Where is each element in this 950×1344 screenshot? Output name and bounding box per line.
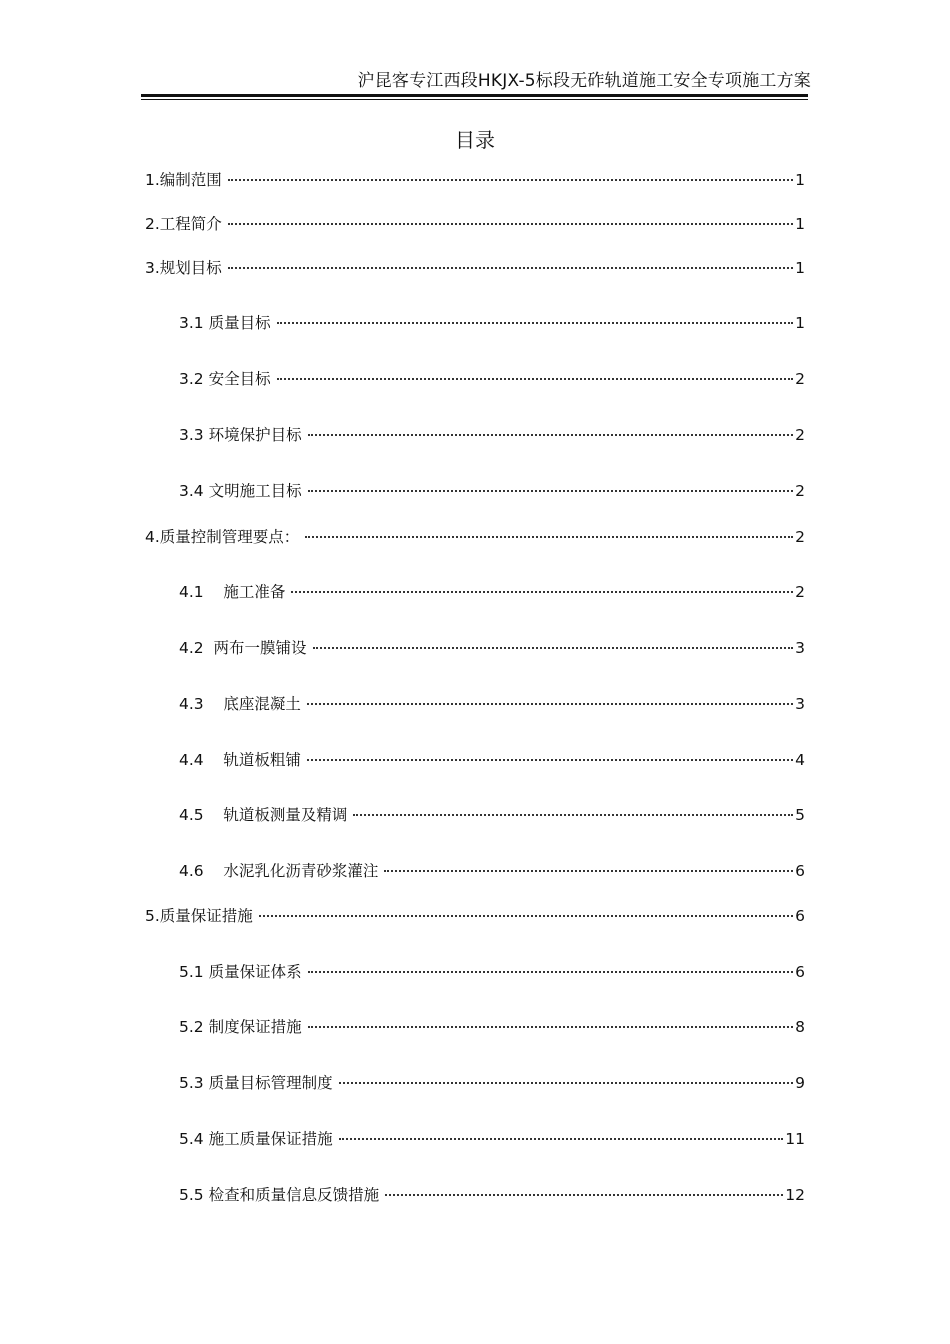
toc-entry-page: 3 bbox=[795, 695, 805, 713]
toc-entry-number: 1. bbox=[145, 171, 160, 189]
toc-entry-number: 5. bbox=[145, 907, 160, 925]
toc-entry-number: 4.4 bbox=[179, 751, 224, 769]
toc-dot-leader bbox=[277, 322, 794, 324]
toc-entry[interactable] bbox=[179, 313, 805, 333]
toc-entry-text: 文明施工目标 bbox=[208, 482, 302, 500]
toc-entry-text: 质量控制管理要点： bbox=[159, 528, 300, 546]
toc-entry-text: 质量保证措施 bbox=[159, 907, 253, 925]
toc-entry-text: 施工准备 bbox=[223, 583, 286, 601]
toc-entry-number: 5.2 bbox=[179, 1018, 209, 1036]
toc-dot-leader bbox=[228, 223, 793, 225]
toc-entry-number: 5.3 bbox=[179, 1074, 209, 1092]
toc-entry-text: 工程简介 bbox=[159, 215, 222, 233]
toc-dot-leader bbox=[308, 490, 794, 492]
toc-dot-leader bbox=[313, 647, 794, 649]
toc-entry-text: 施工质量保证措施 bbox=[208, 1130, 333, 1148]
toc-dot-leader bbox=[353, 814, 793, 816]
toc-entry[interactable] bbox=[145, 170, 805, 190]
toc-entry-page: 6 bbox=[795, 963, 805, 981]
toc-entry-text: 编制范围 bbox=[159, 171, 222, 189]
toc-entry-text: 规划目标 bbox=[159, 259, 222, 277]
toc-dot-leader bbox=[228, 179, 793, 181]
toc-entry[interactable] bbox=[145, 258, 805, 278]
toc-entry-number: 4.2 bbox=[179, 639, 214, 657]
toc-dot-leader bbox=[339, 1082, 794, 1084]
toc-entry[interactable] bbox=[179, 1017, 805, 1037]
toc-entry-page: 1 bbox=[795, 215, 805, 233]
toc-entry-page: 5 bbox=[795, 806, 805, 824]
toc-dot-leader bbox=[308, 434, 794, 436]
toc-entry[interactable] bbox=[145, 214, 805, 234]
toc-title: 目录 bbox=[455, 128, 495, 152]
toc-entry[interactable] bbox=[179, 582, 805, 602]
toc-entry-number: 3.2 bbox=[179, 370, 209, 388]
toc-entry-page: 1 bbox=[795, 314, 805, 332]
toc-entry-text: 安全目标 bbox=[208, 370, 271, 388]
toc-entry[interactable] bbox=[179, 369, 805, 389]
toc-entry-number: 3. bbox=[145, 259, 160, 277]
toc-dot-leader bbox=[308, 971, 794, 973]
toc-entry-number: 3.4 bbox=[179, 482, 209, 500]
toc-entry-text: 底座混凝土 bbox=[223, 695, 301, 713]
toc-entry[interactable] bbox=[179, 962, 805, 982]
toc-entry-page: 4 bbox=[795, 751, 805, 769]
toc-entry-text: 环境保护目标 bbox=[208, 426, 302, 444]
toc-dot-leader bbox=[384, 870, 793, 872]
toc-entry[interactable] bbox=[145, 527, 805, 547]
toc-dot-leader bbox=[291, 591, 793, 593]
toc-entry-page: 1 bbox=[795, 259, 805, 277]
toc-entry-page: 11 bbox=[785, 1130, 805, 1148]
header-rule-thick bbox=[141, 94, 808, 97]
toc-entry-number: 4. bbox=[145, 528, 160, 546]
toc-entry-number: 4.1 bbox=[179, 583, 224, 601]
toc-dot-leader bbox=[277, 378, 794, 380]
running-header-title: 沪昆客专江西段HKJX-5标段无砟轨道施工安全专项施工方案 bbox=[357, 71, 811, 91]
toc-entry[interactable] bbox=[179, 481, 805, 501]
toc-entry-text: 质量目标 bbox=[208, 314, 271, 332]
toc-entry-page: 2 bbox=[795, 528, 805, 546]
toc-entry-page: 6 bbox=[795, 907, 805, 925]
toc-entry[interactable] bbox=[179, 638, 805, 658]
toc-entry-text: 质量保证体系 bbox=[208, 963, 302, 981]
toc-entry[interactable] bbox=[179, 1073, 805, 1093]
toc-dot-leader bbox=[307, 703, 793, 705]
toc-entry-text: 制度保证措施 bbox=[208, 1018, 302, 1036]
toc-entry-text: 轨道板测量及精调 bbox=[223, 806, 348, 824]
toc-entry-page: 2 bbox=[795, 482, 805, 500]
toc-entry-number: 3.3 bbox=[179, 426, 209, 444]
toc-entry-page: 9 bbox=[795, 1074, 805, 1092]
toc-entry-page: 2 bbox=[795, 370, 805, 388]
toc-entry[interactable] bbox=[145, 906, 805, 926]
header-rule-thin bbox=[141, 99, 808, 100]
toc-entry-text: 轨道板粗铺 bbox=[223, 751, 301, 769]
toc-entry-text: 检查和质量信息反馈措施 bbox=[208, 1186, 380, 1204]
toc-dot-leader bbox=[305, 536, 793, 538]
toc-entry-number: 4.5 bbox=[179, 806, 224, 824]
toc-entry-number: 4.6 bbox=[179, 862, 224, 880]
toc-entry[interactable] bbox=[179, 694, 805, 714]
toc-entry-page: 2 bbox=[795, 426, 805, 444]
toc-entry[interactable] bbox=[179, 861, 805, 881]
toc-entry[interactable] bbox=[179, 425, 805, 445]
toc-entry-page: 3 bbox=[795, 639, 805, 657]
toc-entry[interactable] bbox=[179, 750, 805, 770]
toc-dot-leader bbox=[259, 915, 793, 917]
toc-entry-page: 6 bbox=[795, 862, 805, 880]
toc-dot-leader bbox=[339, 1138, 784, 1140]
toc-entry-number: 3.1 bbox=[179, 314, 209, 332]
toc-entry-page: 2 bbox=[795, 583, 805, 601]
toc-entry-page: 8 bbox=[795, 1018, 805, 1036]
toc-entry-number: 2. bbox=[145, 215, 160, 233]
toc-entry[interactable] bbox=[179, 1185, 805, 1205]
toc-entry[interactable] bbox=[179, 805, 805, 825]
toc-entry-number: 5.1 bbox=[179, 963, 209, 981]
toc-entry[interactable] bbox=[179, 1129, 805, 1149]
toc-dot-leader bbox=[385, 1194, 783, 1196]
toc-dot-leader bbox=[228, 267, 793, 269]
toc-entry-page: 12 bbox=[785, 1186, 805, 1204]
toc-dot-leader bbox=[308, 1026, 794, 1028]
toc-dot-leader bbox=[307, 759, 793, 761]
toc-entry-page: 1 bbox=[795, 171, 805, 189]
toc-entry-text: 两布一膜铺设 bbox=[213, 639, 307, 657]
toc-entry-number: 5.4 bbox=[179, 1130, 209, 1148]
toc-entry-text: 水泥乳化沥青砂浆灌注 bbox=[223, 862, 379, 880]
toc-entry-number: 4.3 bbox=[179, 695, 224, 713]
toc-entry-number: 5.5 bbox=[179, 1186, 209, 1204]
toc-entry-text: 质量目标管理制度 bbox=[208, 1074, 333, 1092]
